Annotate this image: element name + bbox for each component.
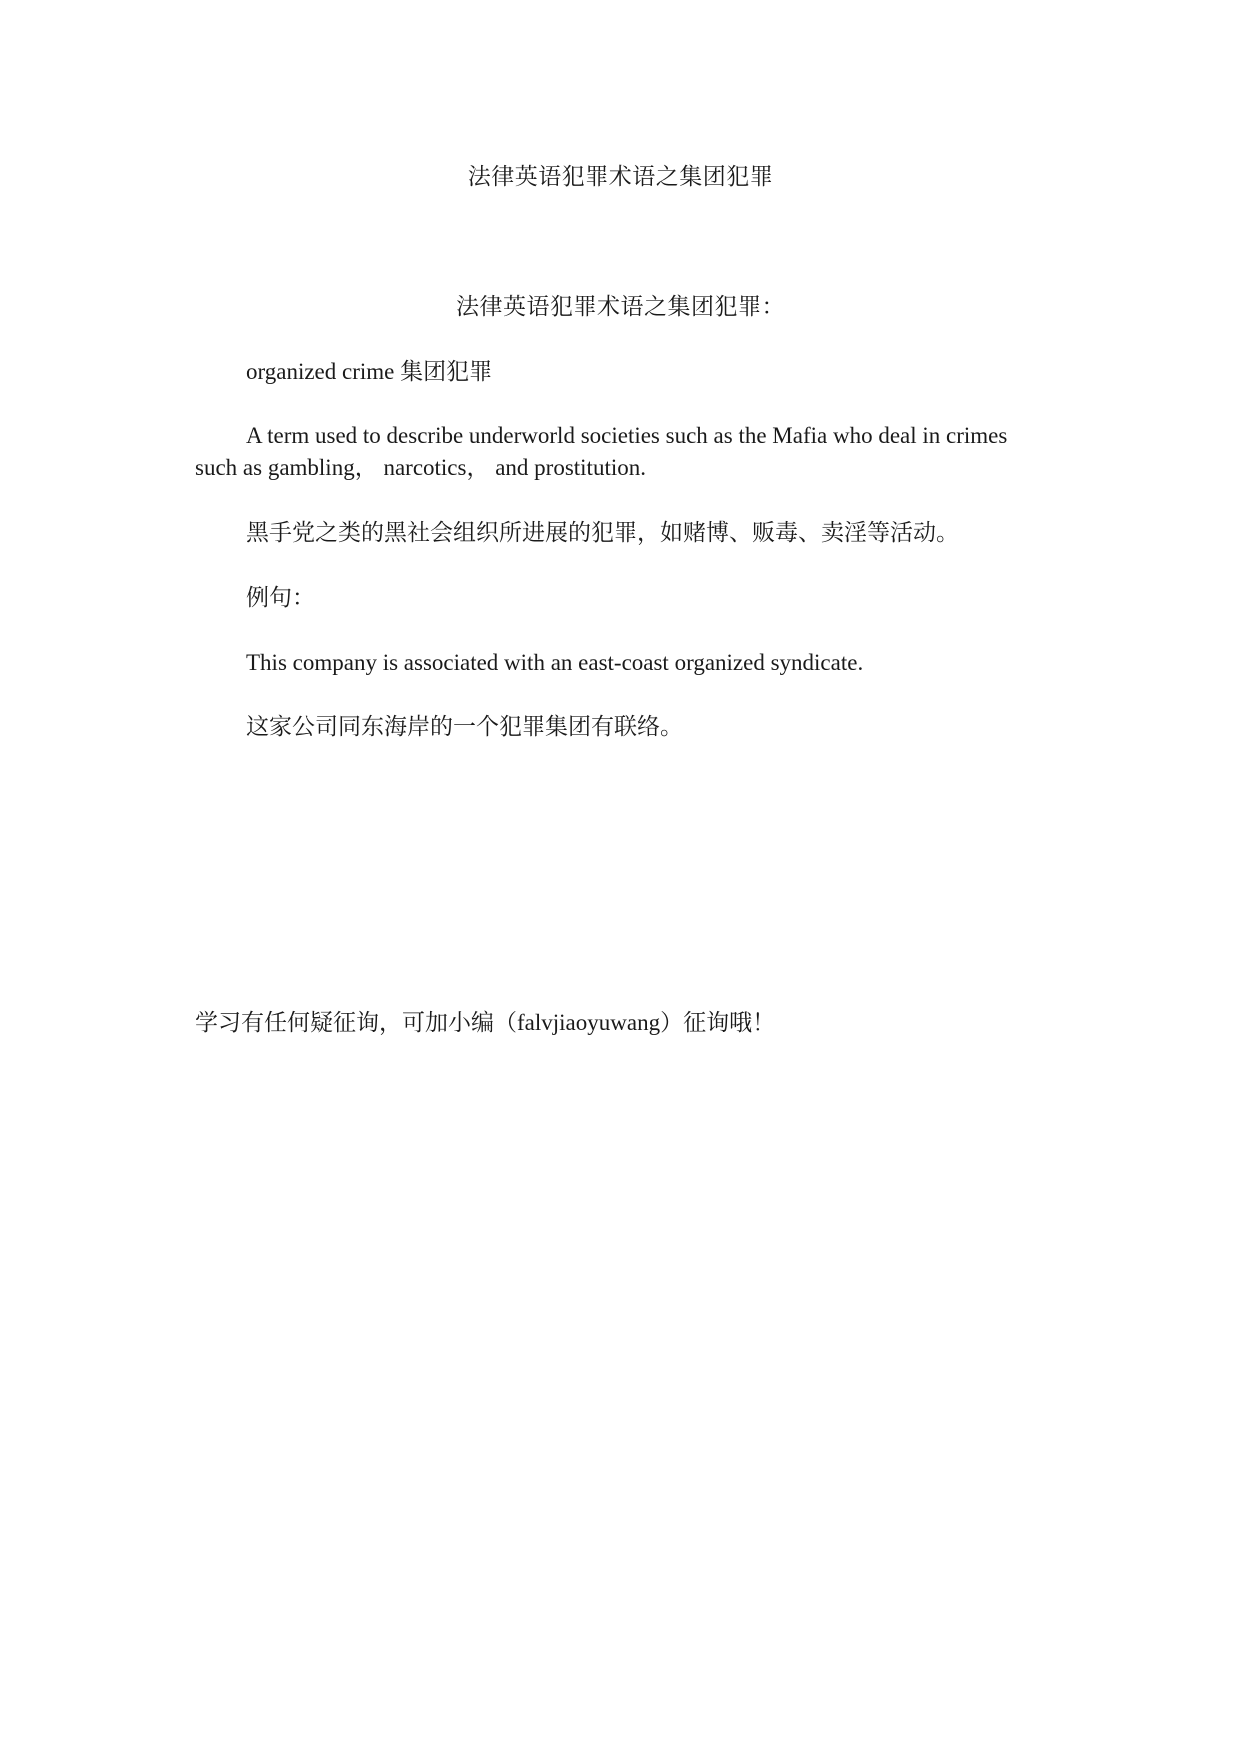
example-chinese-sentence: 这家公司同东海岸的一个犯罪集团有联络。: [246, 714, 683, 739]
example-english-sentence: This company is associated with an east-coast organized syndicate.: [246, 650, 864, 675]
definition-chinese-paragraph: 黑手党之类的黑社会组织所进展的犯罪，如赌博、贩毒、卖淫等活动。: [246, 520, 959, 545]
term-paragraph: organized crime 集团犯罪: [246, 359, 493, 384]
section-title: 法律英语犯罪术语之集团犯罪：: [456, 294, 785, 319]
definition-english-paragraph: A term used to describe underworld societies such as the Mafia who deal in crimes such as gambling， narcotics， and prostitution.: [195, 423, 1008, 480]
document-title: 法律英语犯罪术语之集团犯罪: [467, 164, 774, 189]
example-label: 例句：: [246, 585, 315, 610]
footer-contact-note: 学习有任何疑征询，可加小编（falvjiaoyuwang）征询哦！: [195, 1010, 776, 1035]
